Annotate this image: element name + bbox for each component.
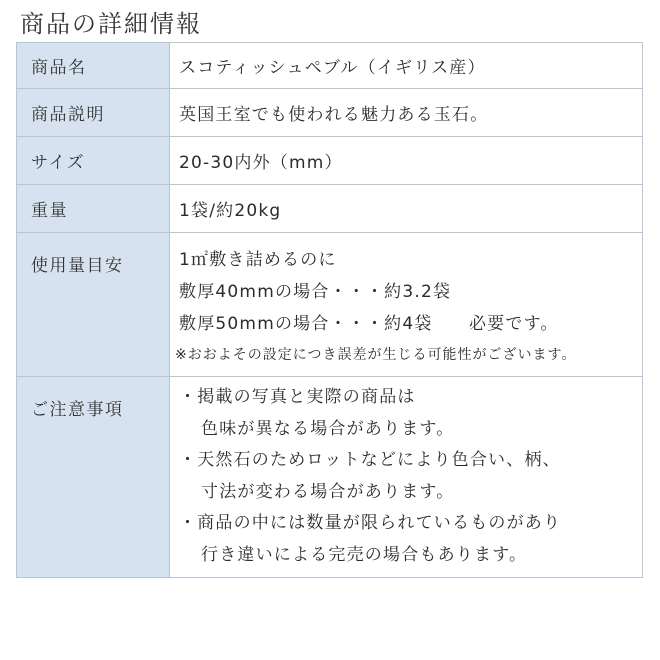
table-row-weight (17, 185, 643, 233)
product-name-value: スコティッシュペブル（イギリス産） (170, 43, 643, 89)
notes-line: ・掲載の写真と実際の商品は (179, 387, 416, 407)
table-row-notes (17, 377, 643, 578)
size-value: 20-30内外（mm） (170, 137, 643, 185)
notes-line: ・天然石のためロットなどにより色合い、柄、 (179, 450, 561, 470)
usage-line: 敷厚40mmの場合・・・約3.2袋 (179, 282, 452, 302)
description-label: 商品説明 (17, 89, 170, 137)
notes-line: 行き違いによる完売の場合もあります。 (201, 544, 528, 565)
size-label: サイズ (17, 137, 170, 185)
table-row-description (17, 89, 643, 137)
notes-label: ご注意事項 (17, 377, 170, 578)
table-row-size (17, 137, 643, 185)
usage-disclaimer: ※おおよその設定につき誤差が生じる可能性がございます。 (175, 347, 577, 363)
product-name-label: 商品名 (17, 43, 170, 89)
usage-value (170, 233, 643, 377)
notes-value (170, 377, 643, 578)
table-row-usage (17, 233, 643, 377)
weight-label: 重量 (17, 185, 170, 233)
usage-line: 敷厚50mmの場合・・・約4袋 必要です。 (179, 314, 559, 334)
product-spec-table (16, 42, 643, 578)
usage-label: 使用量目安 (17, 233, 170, 377)
usage-line: 1㎡敷き詰めるのに (179, 250, 337, 270)
notes-line: 寸法が変わる場合があります。 (201, 481, 455, 502)
notes-line: ・商品の中には数量が限られているものがあり (179, 513, 562, 533)
table-row-product-name (17, 43, 643, 89)
description-value: 英国王室でも使われる魅力ある玉石。 (170, 89, 643, 137)
weight-value: 1袋/約20kg (170, 185, 643, 233)
page-title: 商品の詳細情報 (20, 10, 202, 38)
notes-line: 色味が異なる場合があります。 (201, 418, 455, 439)
